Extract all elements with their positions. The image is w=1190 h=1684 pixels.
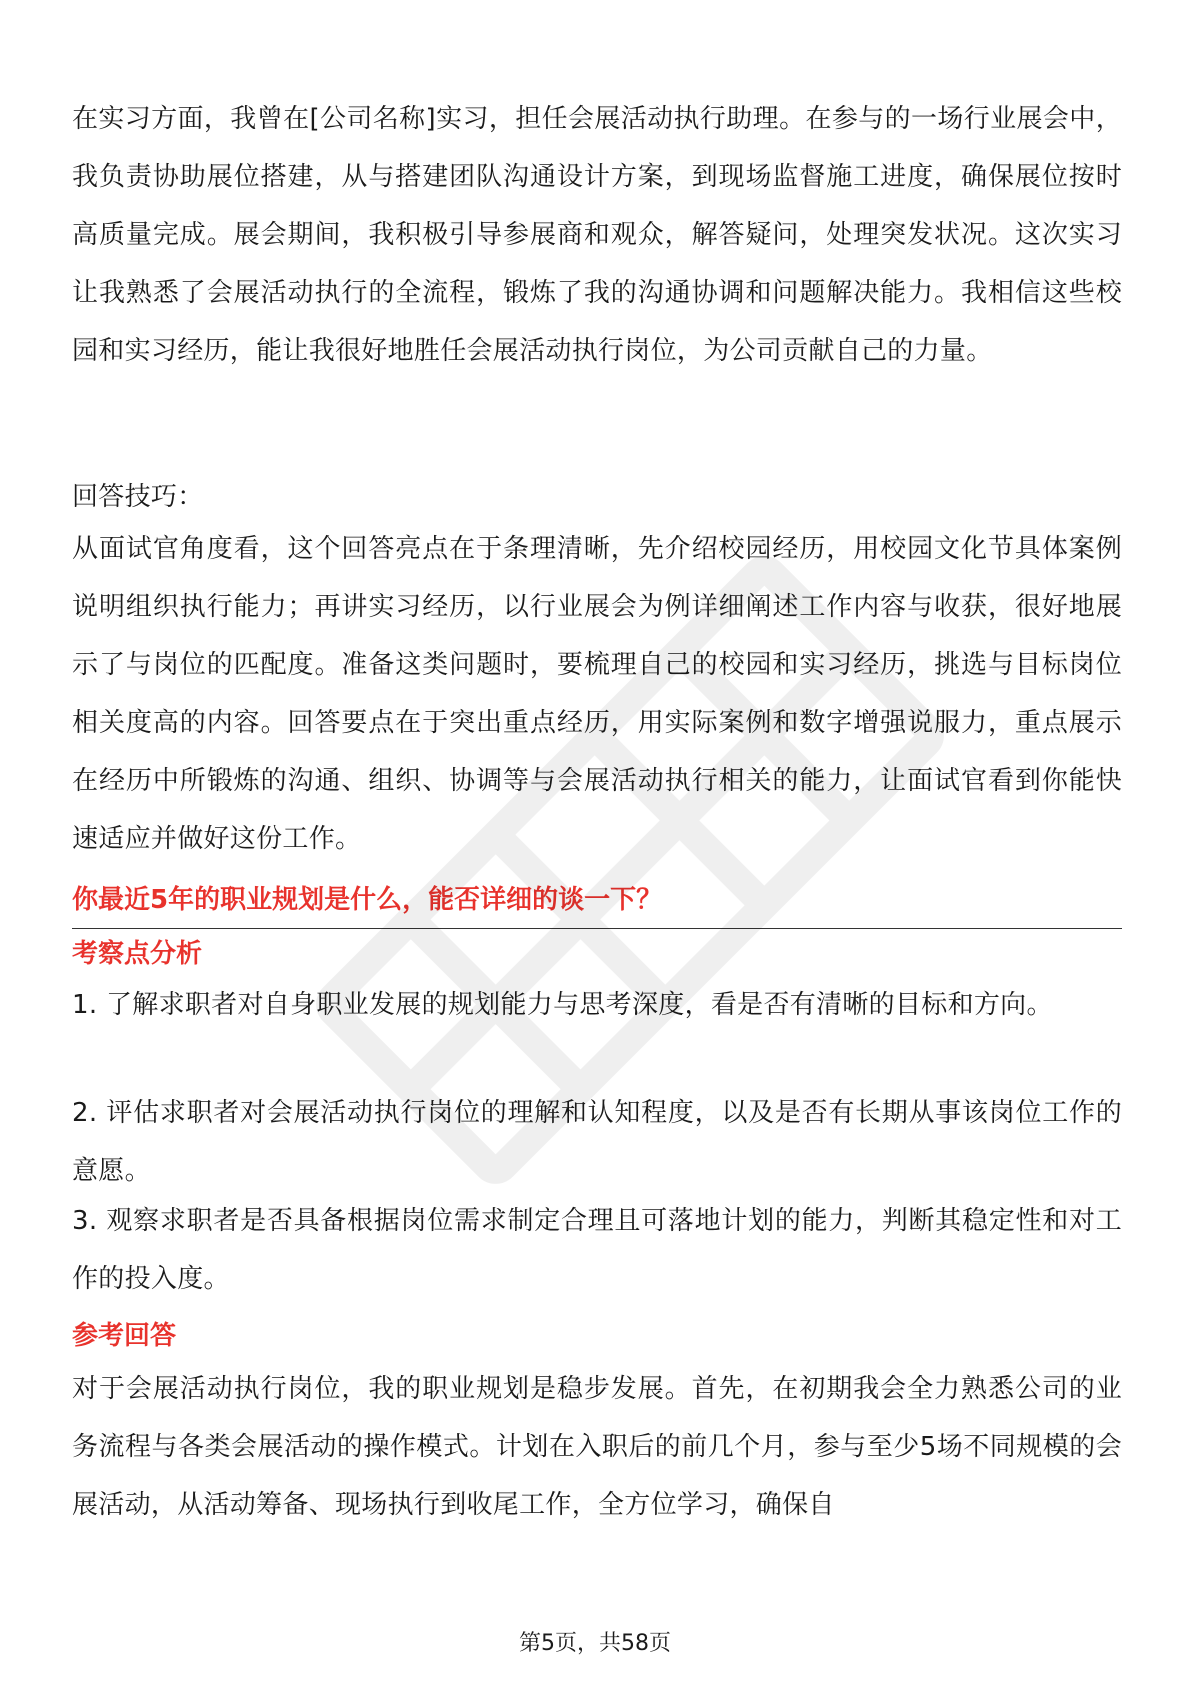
reference-body: 对于会展活动执行岗位，我的职业规划是稳步发展。首先，在初期我会全力熟悉公司的业务流程与各类会展活动的操作模式。计划在入职后的前几个月，参与至少5场不同规模的会展活动，从活动筹备、现场执行到收尾工作，全方位学习，确保自 bbox=[72, 1374, 1122, 1520]
analysis-item-3: 3. 观察求职者是否具备根据岗位需求制定合理且可落地计划的能力，判断其稳定性和对工作的投入度。 bbox=[72, 1206, 1122, 1294]
tips-body: 从面试官角度看，这个回答亮点在于条理清晰，先介绍校园经历，用校园文化节具体案例说明组织执行能力；再讲实习经历，以行业展会为例详细阐述工作内容与收获，很好地展示了与岗位的匹配度。准备这类问题时，要梳理自己的校园和实习经历，挑选与目标岗位相关度高的内容。回答要点在于突出重点经历，用实际案例和数字增强说服力，重点展示在经历中所锻炼的沟通、组织、协调等与会展活动执行相关的能力，让面试官看到你能快速适应并做好这份工作。 bbox=[72, 534, 1122, 854]
section-divider bbox=[72, 928, 1122, 929]
analysis-item-1: 1. 了解求职者对自身职业发展的规划能力与思考深度，看是否有清晰的目标和方向。 bbox=[72, 990, 1053, 1020]
analysis-item-2: 2. 评估求职者对会展活动执行岗位的理解和认知程度，以及是否有长期从事该岗位工作的意愿。 bbox=[72, 1098, 1122, 1186]
page-footer: 第5页，共58页 bbox=[519, 1631, 671, 1656]
tips-label: 回答技巧： bbox=[72, 482, 204, 512]
document-page bbox=[72, 0, 1122, 1684]
intro-paragraph: 在实习方面，我曾在[公司名称]实习，担任会展活动执行助理。在参与的一场行业展会中，我负责协助展位搭建，从与搭建团队沟通设计方案，到现场监督施工进度，确保展位按时高质量完成。展会期间，我积极引导参展商和观众，解答疑问，处理突发状况。这次实习让我熟悉了会展活动执行的全流程，锻炼了我的沟通协调和问题解决能力。我相信这些校园和实习经历，能让我很好地胜任会展活动执行岗位，为公司贡献自己的力量。 bbox=[72, 104, 1122, 366]
analysis-heading: 考察点分析 bbox=[72, 939, 203, 969]
reference-heading: 参考回答 bbox=[72, 1321, 177, 1351]
question-title: 你最近5年的职业规划是什么，能否详细的谈一下？ bbox=[72, 885, 663, 915]
